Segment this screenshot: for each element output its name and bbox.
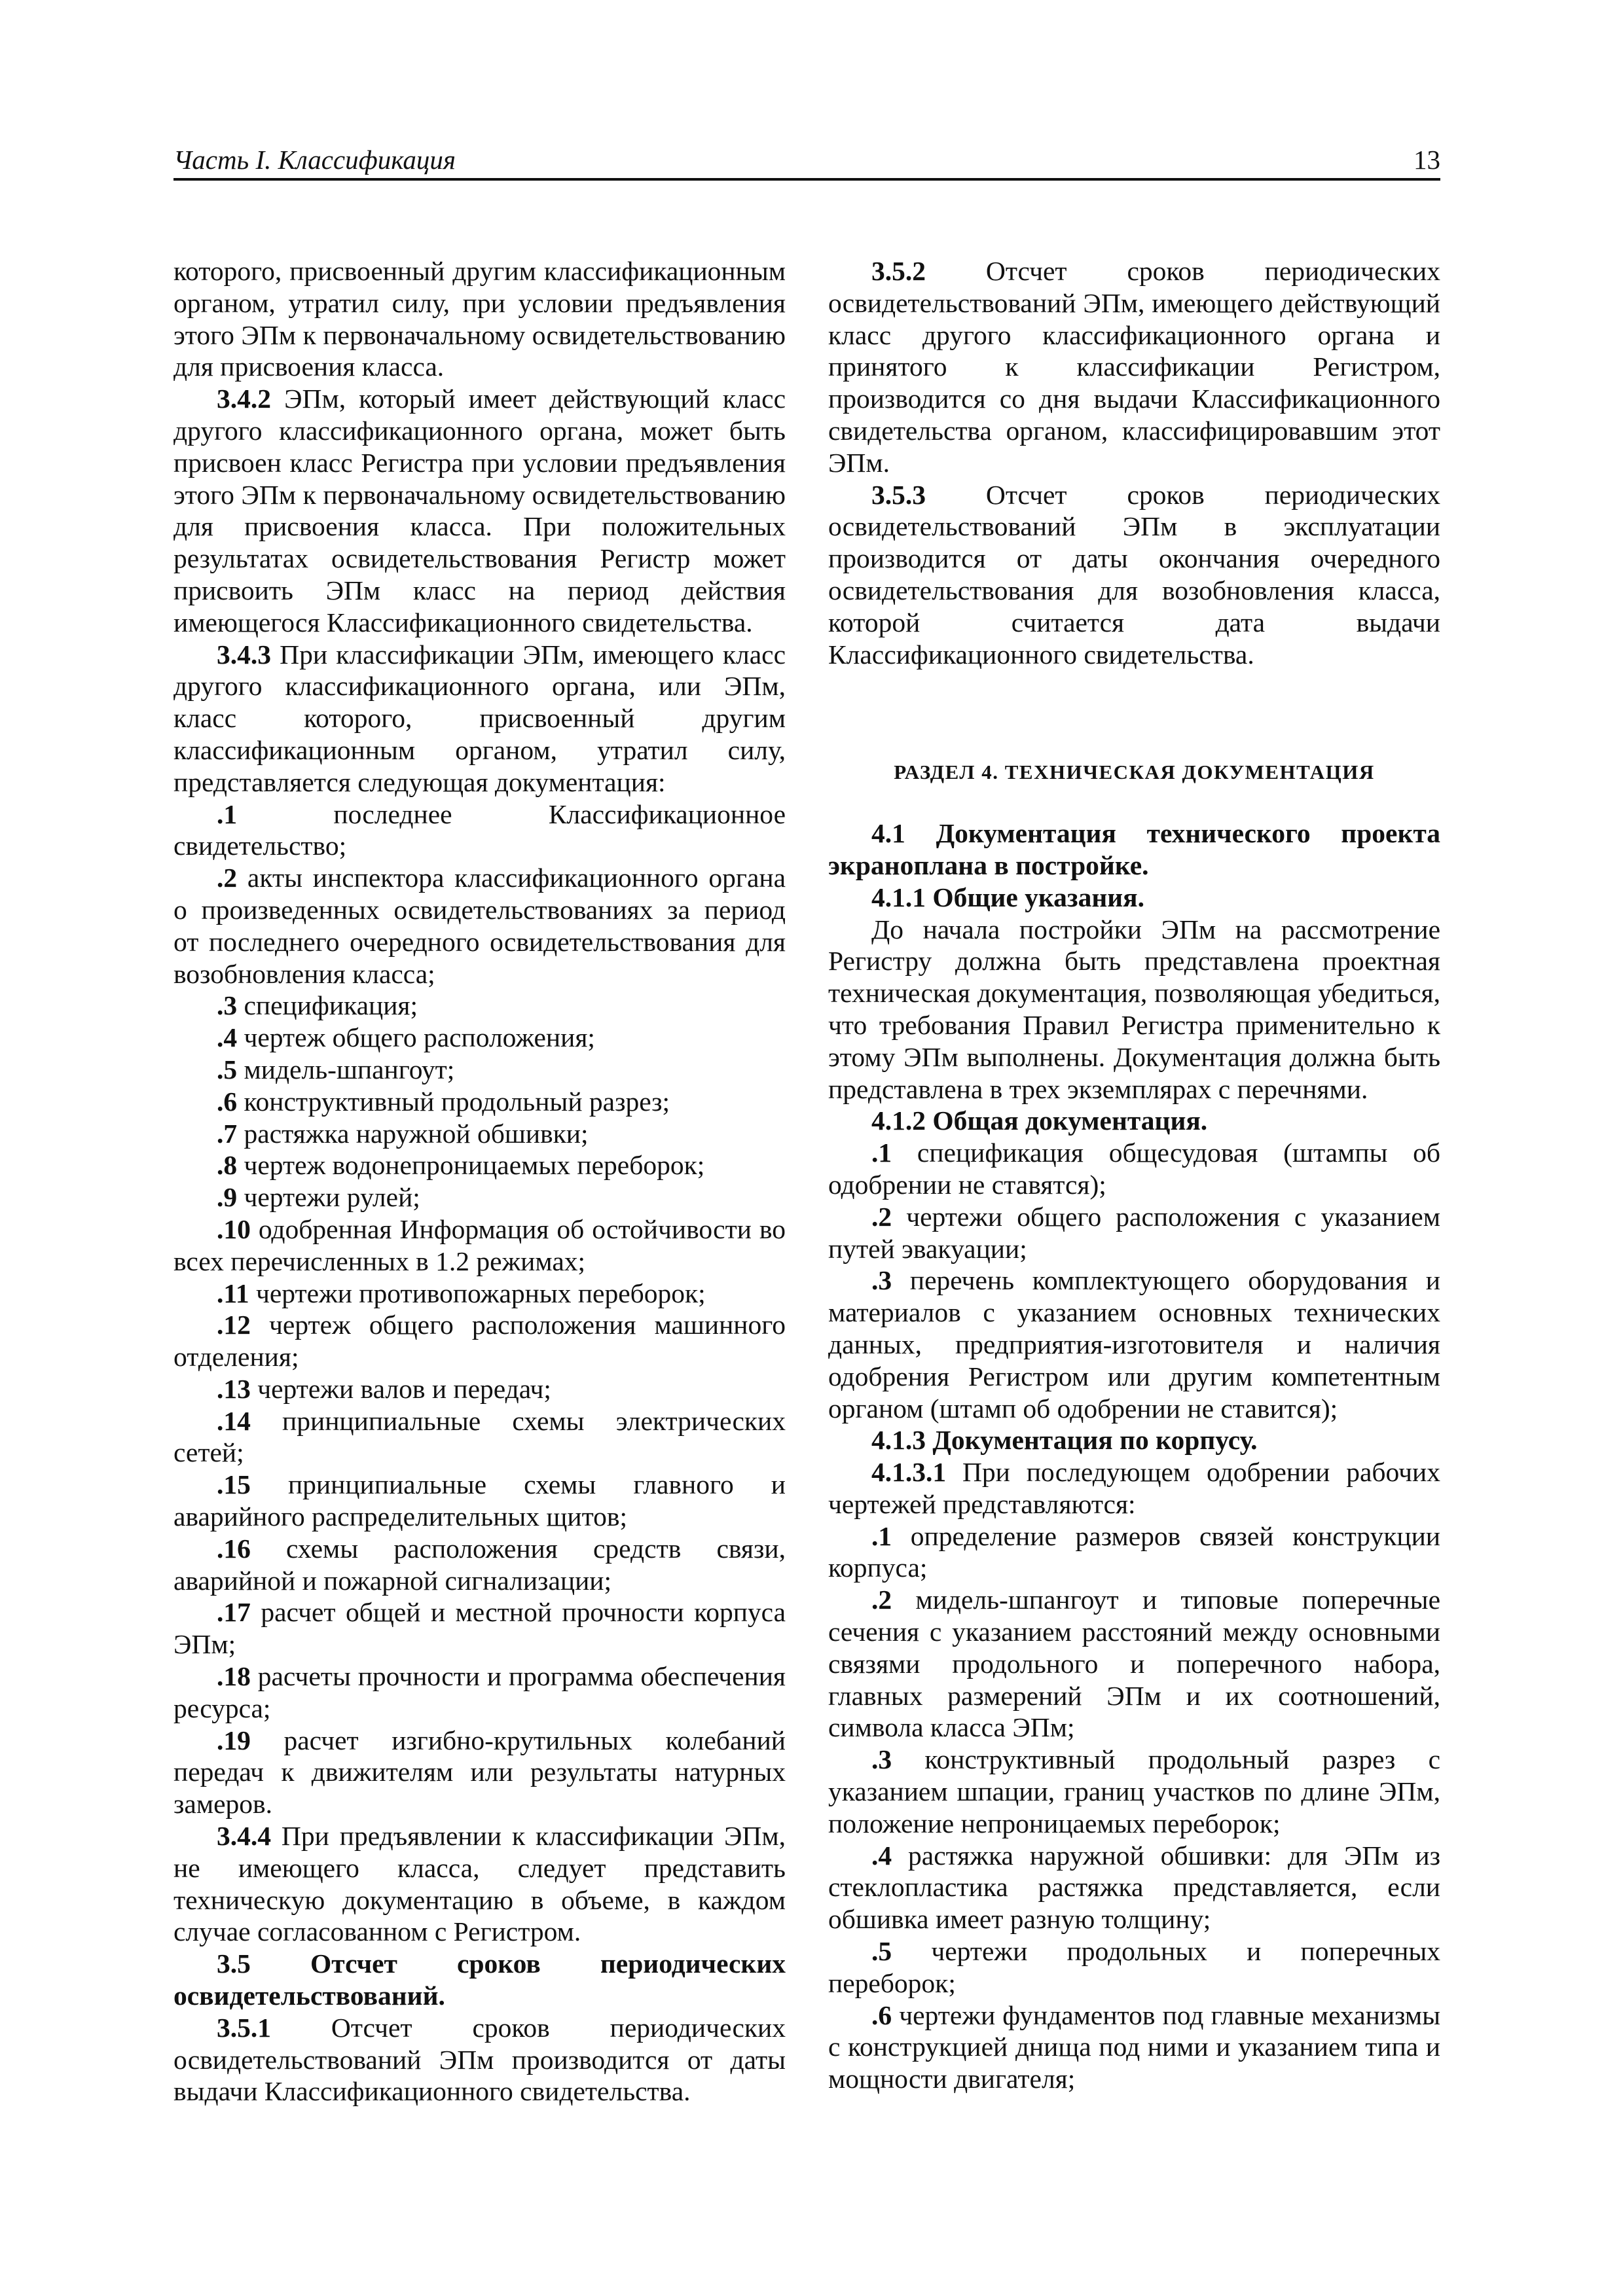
item-number: .4 bbox=[871, 1840, 892, 1871]
clause-number: 3.5.1 bbox=[217, 2012, 271, 2043]
list-item bbox=[173, 1022, 786, 1054]
item-text: чертежи рулей; bbox=[237, 1182, 420, 1213]
list-item bbox=[828, 2000, 1440, 2095]
clause-number: 3.5.2 bbox=[871, 256, 926, 286]
clause-number: 3.5.3 bbox=[871, 479, 926, 510]
item-number: .18 bbox=[217, 1661, 251, 1692]
item-number: .12 bbox=[217, 1310, 251, 1340]
item-number: .7 bbox=[217, 1118, 238, 1149]
section-title: РАЗДЕЛ 4. ТЕХНИЧЕСКАЯ ДОКУМЕНТАЦИЯ bbox=[894, 761, 1375, 784]
list-item bbox=[828, 1265, 1440, 1424]
paragraph-text: Отсчет сроков периодических освидетельствований ЭПм производится от даты выдачи Классификационного свидетельства. bbox=[173, 2012, 786, 2107]
list-item bbox=[173, 1660, 786, 1725]
item-text: принципиальные схемы главного и аварийного распределительных щитов; bbox=[173, 1469, 786, 1532]
list-item bbox=[173, 1086, 786, 1118]
item-text: растяжка наружной обшивки: для ЭПм из стеклопластика растяжка представляется, если обшивка имеет разную толщину; bbox=[828, 1840, 1440, 1935]
paragraph bbox=[828, 479, 1440, 671]
item-text: чертежи противопожарных переборок; bbox=[249, 1278, 706, 1308]
running-header bbox=[173, 144, 1440, 178]
paragraph-text: Отсчет сроков периодических освидетельствований ЭПм, имеющего действующий класс другого классификационного органа и принятого к классификации Регистром, производится со дня выдачи Классификационного свидетельства органом, классифицировавшим этот ЭПм. bbox=[828, 256, 1440, 478]
paragraph bbox=[173, 255, 786, 383]
list-item bbox=[173, 1213, 786, 1278]
item-number: .2 bbox=[871, 1201, 892, 1232]
item-text: расчет общей и местной прочности корпуса ЭПм; bbox=[173, 1597, 786, 1660]
item-number: .9 bbox=[217, 1182, 238, 1213]
paragraph-text: которого, присвоенный другим классификационным органом, утратил силу, при условии предъявления этого ЭПм к первоначальному освидетельствованию для присвоения класса. bbox=[173, 256, 786, 382]
list-item bbox=[173, 990, 786, 1022]
item-number: .3 bbox=[217, 990, 238, 1021]
item-text: спецификация общесудовая (штампы об одобрении не ставятся); bbox=[828, 1138, 1440, 1200]
paragraph bbox=[828, 1456, 1440, 1520]
paragraph-text: При классификации ЭПм, имеющего класс другого классификационного органа, или ЭПм, класс которого, присвоенный другим классификационным органом, утратил силу, представляется следующая документация: bbox=[173, 639, 786, 797]
item-number: .3 bbox=[871, 1744, 892, 1775]
paragraph bbox=[173, 2012, 786, 2108]
clause-number: 3.4.3 bbox=[217, 639, 271, 670]
item-text: чертеж общего расположения машинного отделения; bbox=[173, 1310, 786, 1372]
heading-text: 4.1.1 Общие указания. bbox=[871, 882, 1145, 912]
list-item bbox=[173, 1309, 786, 1373]
item-number: .11 bbox=[217, 1278, 249, 1308]
list-item bbox=[828, 1935, 1440, 2000]
clause-number: 3.4.2 bbox=[217, 384, 271, 414]
paragraph bbox=[828, 914, 1440, 1105]
list-item bbox=[173, 1405, 786, 1469]
item-number: .10 bbox=[217, 1213, 251, 1244]
left-column bbox=[173, 255, 786, 2108]
list-item bbox=[173, 1118, 786, 1150]
heading-text: 4.1 Документация технического проекта экраноплана в постройке. bbox=[828, 818, 1440, 880]
paragraph-text: До начала постройки ЭПм на рассмотрение Регистру должна быть представлена проектная техническая документация, позволяющая убедиться, что требования Правил Регистра применительно к этому ЭПм выполнены. bbox=[828, 914, 1440, 1072]
subsection-heading bbox=[828, 882, 1440, 914]
list-item bbox=[173, 1596, 786, 1660]
item-text: одобренная Информация об остойчивости во всех перечисленных в 1.2 режимах; bbox=[173, 1213, 786, 1276]
list-item bbox=[828, 1201, 1440, 1265]
list-item bbox=[173, 1278, 786, 1310]
list-item bbox=[173, 1469, 786, 1533]
paragraph-text: ЭПм, который имеет действующий класс другого классификационного органа, может быть присвоен класс Регистра при условии предъявления этого ЭПм к первоначальному освидетельствованию для присвоения класса. При положительных результатах освидетельствования Регистр может присвоить ЭПм класс на период действия имеющегося Классификационного свидетельства. bbox=[173, 384, 786, 637]
list-item bbox=[828, 1840, 1440, 1935]
item-text: расчет изгибно-крутильных колебаний передач к движителям или результаты натурных замеров. bbox=[173, 1725, 786, 1820]
item-number: .1 bbox=[871, 1520, 892, 1551]
list-item bbox=[173, 1533, 786, 1597]
item-text: определение размеров связей конструкции корпуса; bbox=[828, 1520, 1440, 1583]
item-number: .8 bbox=[217, 1150, 238, 1181]
item-number: .2 bbox=[871, 1585, 892, 1615]
item-number: .5 bbox=[217, 1054, 238, 1085]
right-column bbox=[828, 255, 1440, 2095]
paragraph-text: Документация должна быть представлена в трех экземплярах с перечнями. bbox=[828, 1041, 1440, 1104]
item-number: .1 bbox=[871, 1138, 892, 1168]
item-text: чертежи валов и передач; bbox=[250, 1373, 551, 1404]
list-item bbox=[173, 862, 786, 990]
item-number: .6 bbox=[217, 1086, 238, 1117]
item-text: чертежи продольных и поперечных переборок; bbox=[828, 1936, 1440, 1998]
item-text: растяжка наружной обшивки; bbox=[237, 1118, 589, 1149]
item-text: мидель-шпангоут; bbox=[237, 1054, 455, 1085]
item-number: .17 bbox=[217, 1597, 251, 1628]
subsection-heading bbox=[828, 1105, 1440, 1137]
item-text: чертежи фундаментов под главные механизмы с конструкцией днища под ними и указанием типа и мощности двигателя; bbox=[828, 2000, 1440, 2094]
item-text: перечень комплектующего оборудования и материалов с указанием основных технических данных, предприятия-изготовителя и наличия одобрения Регистром или другим компетентным органом (штамп об одобрении не ставится); bbox=[828, 1265, 1440, 1424]
item-number: .16 bbox=[217, 1533, 251, 1564]
item-text: расчеты прочности и программа обеспечения ресурса; bbox=[173, 1661, 786, 1723]
heading-text: 3.5 Отсчет сроков периодических освидетельствований. bbox=[173, 1948, 786, 2011]
item-text: схемы расположения средств связи, аварийной и пожарной сигнализации; bbox=[173, 1533, 786, 1596]
paragraph bbox=[828, 255, 1440, 479]
paragraph bbox=[173, 383, 786, 638]
item-number: .19 bbox=[217, 1725, 251, 1755]
list-item bbox=[173, 1054, 786, 1086]
subsection-heading bbox=[173, 1948, 786, 2012]
paragraph-text: При последующем одобрении рабочих чертежей представляются: bbox=[828, 1457, 1440, 1519]
subsection-heading bbox=[828, 1424, 1440, 1456]
list-item bbox=[828, 1137, 1440, 1201]
paragraph-text: При предъявлении к классификации ЭПм, не имеющего класса, следует представить техническую документацию в объеме, в каждом случае согласованном с Регистром. bbox=[173, 1821, 786, 1947]
heading-text: 4.1.2 Общая документация. bbox=[871, 1105, 1208, 1136]
paragraph bbox=[173, 639, 786, 798]
item-number: .5 bbox=[871, 1936, 892, 1967]
clause-number: 3.4.4 bbox=[217, 1821, 271, 1852]
item-text: акты инспектора классификационного органа о произведенных освидетельствованиях за период от последнего очередного освидетельствования для возобновления класса; bbox=[173, 863, 786, 989]
item-number: .13 bbox=[217, 1373, 251, 1404]
paragraph bbox=[173, 1820, 786, 1948]
item-text: конструктивный продольный разрез; bbox=[237, 1086, 670, 1117]
running-header-title: Часть I. Классификация bbox=[173, 145, 456, 175]
item-number: .15 bbox=[217, 1469, 251, 1500]
item-text: чертеж общего расположения; bbox=[237, 1022, 595, 1053]
item-text: последнее Классификационное свидетельство; bbox=[173, 798, 786, 861]
item-text: конструктивный продольный разрез с указанием шпации, границ участков по длине ЭПм, положение непроницаемых переборок; bbox=[828, 1744, 1440, 1839]
list-item bbox=[173, 1181, 786, 1213]
list-item bbox=[828, 1584, 1440, 1744]
list-item bbox=[173, 1149, 786, 1181]
item-number: .1 bbox=[217, 798, 238, 829]
subsection-heading bbox=[828, 817, 1440, 882]
list-item bbox=[173, 1725, 786, 1820]
item-text: спецификация; bbox=[237, 990, 418, 1021]
list-item bbox=[173, 798, 786, 863]
item-number: .6 bbox=[871, 2000, 892, 2030]
item-number: .4 bbox=[217, 1022, 238, 1053]
paragraph-text: Отсчет сроков периодических освидетельствований ЭПм в эксплуатации производится от даты окончания очередного освидетельствования для возобновления класса, которой считается дата выдачи Классификационного свидетельства. bbox=[828, 479, 1440, 670]
item-number: .3 bbox=[871, 1265, 892, 1296]
header-rule bbox=[173, 178, 1440, 181]
item-text: мидель-шпангоут и типовые поперечные сечения с указанием расстояний между основными связями продольного и поперечного набора, главных размерений ЭПм и их соотношений, символа класса ЭПм; bbox=[828, 1585, 1440, 1743]
item-text: принципиальные схемы электрических сетей; bbox=[173, 1405, 786, 1468]
item-text: чертежи общего расположения с указанием путей эвакуации; bbox=[828, 1201, 1440, 1264]
list-item bbox=[828, 1744, 1440, 1839]
list-item bbox=[173, 1373, 786, 1405]
item-number: .14 bbox=[217, 1405, 251, 1436]
item-number: .2 bbox=[217, 863, 238, 893]
page-number: 13 bbox=[1413, 145, 1440, 175]
clause-number: 4.1.3.1 bbox=[871, 1457, 947, 1488]
list-item bbox=[828, 1520, 1440, 1585]
item-text: чертеж водонепроницаемых переборок; bbox=[237, 1150, 705, 1181]
heading-text: 4.1.3 Документация по корпусу. bbox=[871, 1425, 1258, 1456]
